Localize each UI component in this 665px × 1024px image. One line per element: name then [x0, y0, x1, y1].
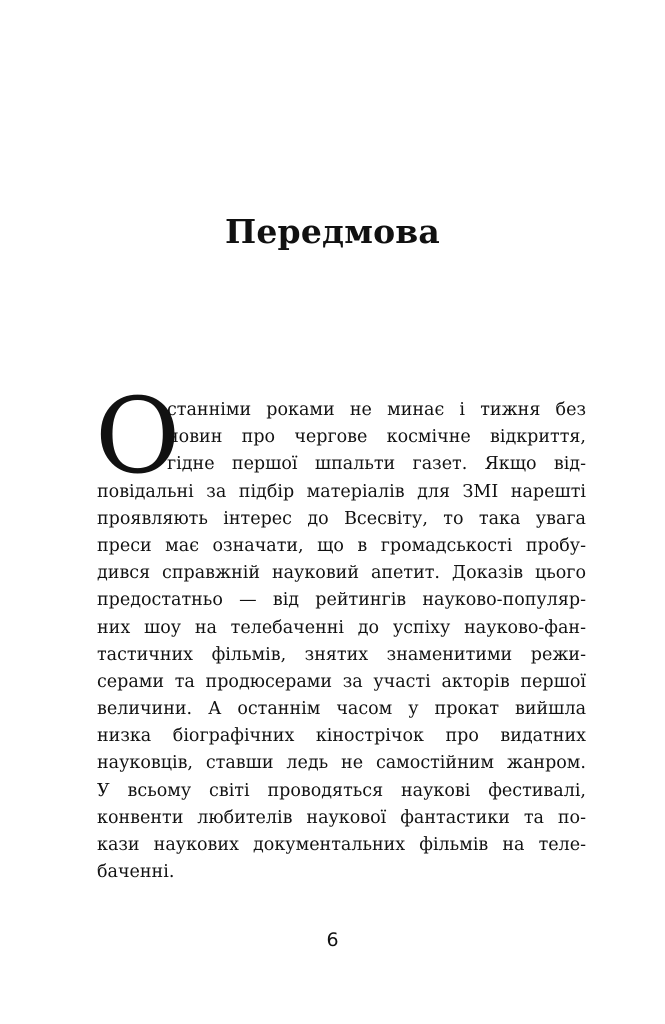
page-title: Передмова	[224, 212, 440, 251]
text-line: них шоу на телебаченні до успіху науково-фан-	[97, 617, 586, 638]
text-line: низка біографічних кінострічок про видатних	[97, 726, 586, 747]
body-paragraph	[97, 397, 586, 886]
text-line: дився справжній науковий апетит. Доказів цього	[97, 563, 586, 584]
text-line: гідне першої шпальти газет. Якщо від-	[167, 454, 586, 475]
text-line: величини. А останнім часом у прокат вийшла	[97, 699, 586, 720]
text-line: преси має означати, що в громадськості пробу-	[97, 535, 586, 556]
text-line: тастичних фільмів, знятих знаменитими режи-	[97, 644, 586, 665]
page-number: 6	[326, 929, 339, 951]
text-line: конвенти любителів наукової фантастики та по-	[97, 807, 586, 828]
text-line: станніми роками не минає і тижня без	[167, 400, 586, 420]
text-line: серами та продюсерами за участі акторів першої	[97, 671, 586, 692]
text-line: кази наукових документальних фільмів на теле-	[97, 835, 586, 855]
text-line: баченні.	[97, 862, 175, 883]
text-line: науковців, ставши ледь не самостійним жанром.	[97, 753, 586, 774]
text-line: У всьому світі проводяться наукові фестивалі,	[97, 780, 586, 801]
text-line: новин про чергове космічне відкриття,	[167, 427, 586, 448]
text-line: повідальні за підбір матеріалів для ЗМІ нарешті	[97, 481, 586, 502]
text-line: предостатньо — від рейтингів науково-популяр-	[97, 590, 586, 611]
drop-cap: О	[95, 375, 181, 497]
text-line: проявляють інтерес до Всесвіту, то така увага	[97, 508, 586, 529]
